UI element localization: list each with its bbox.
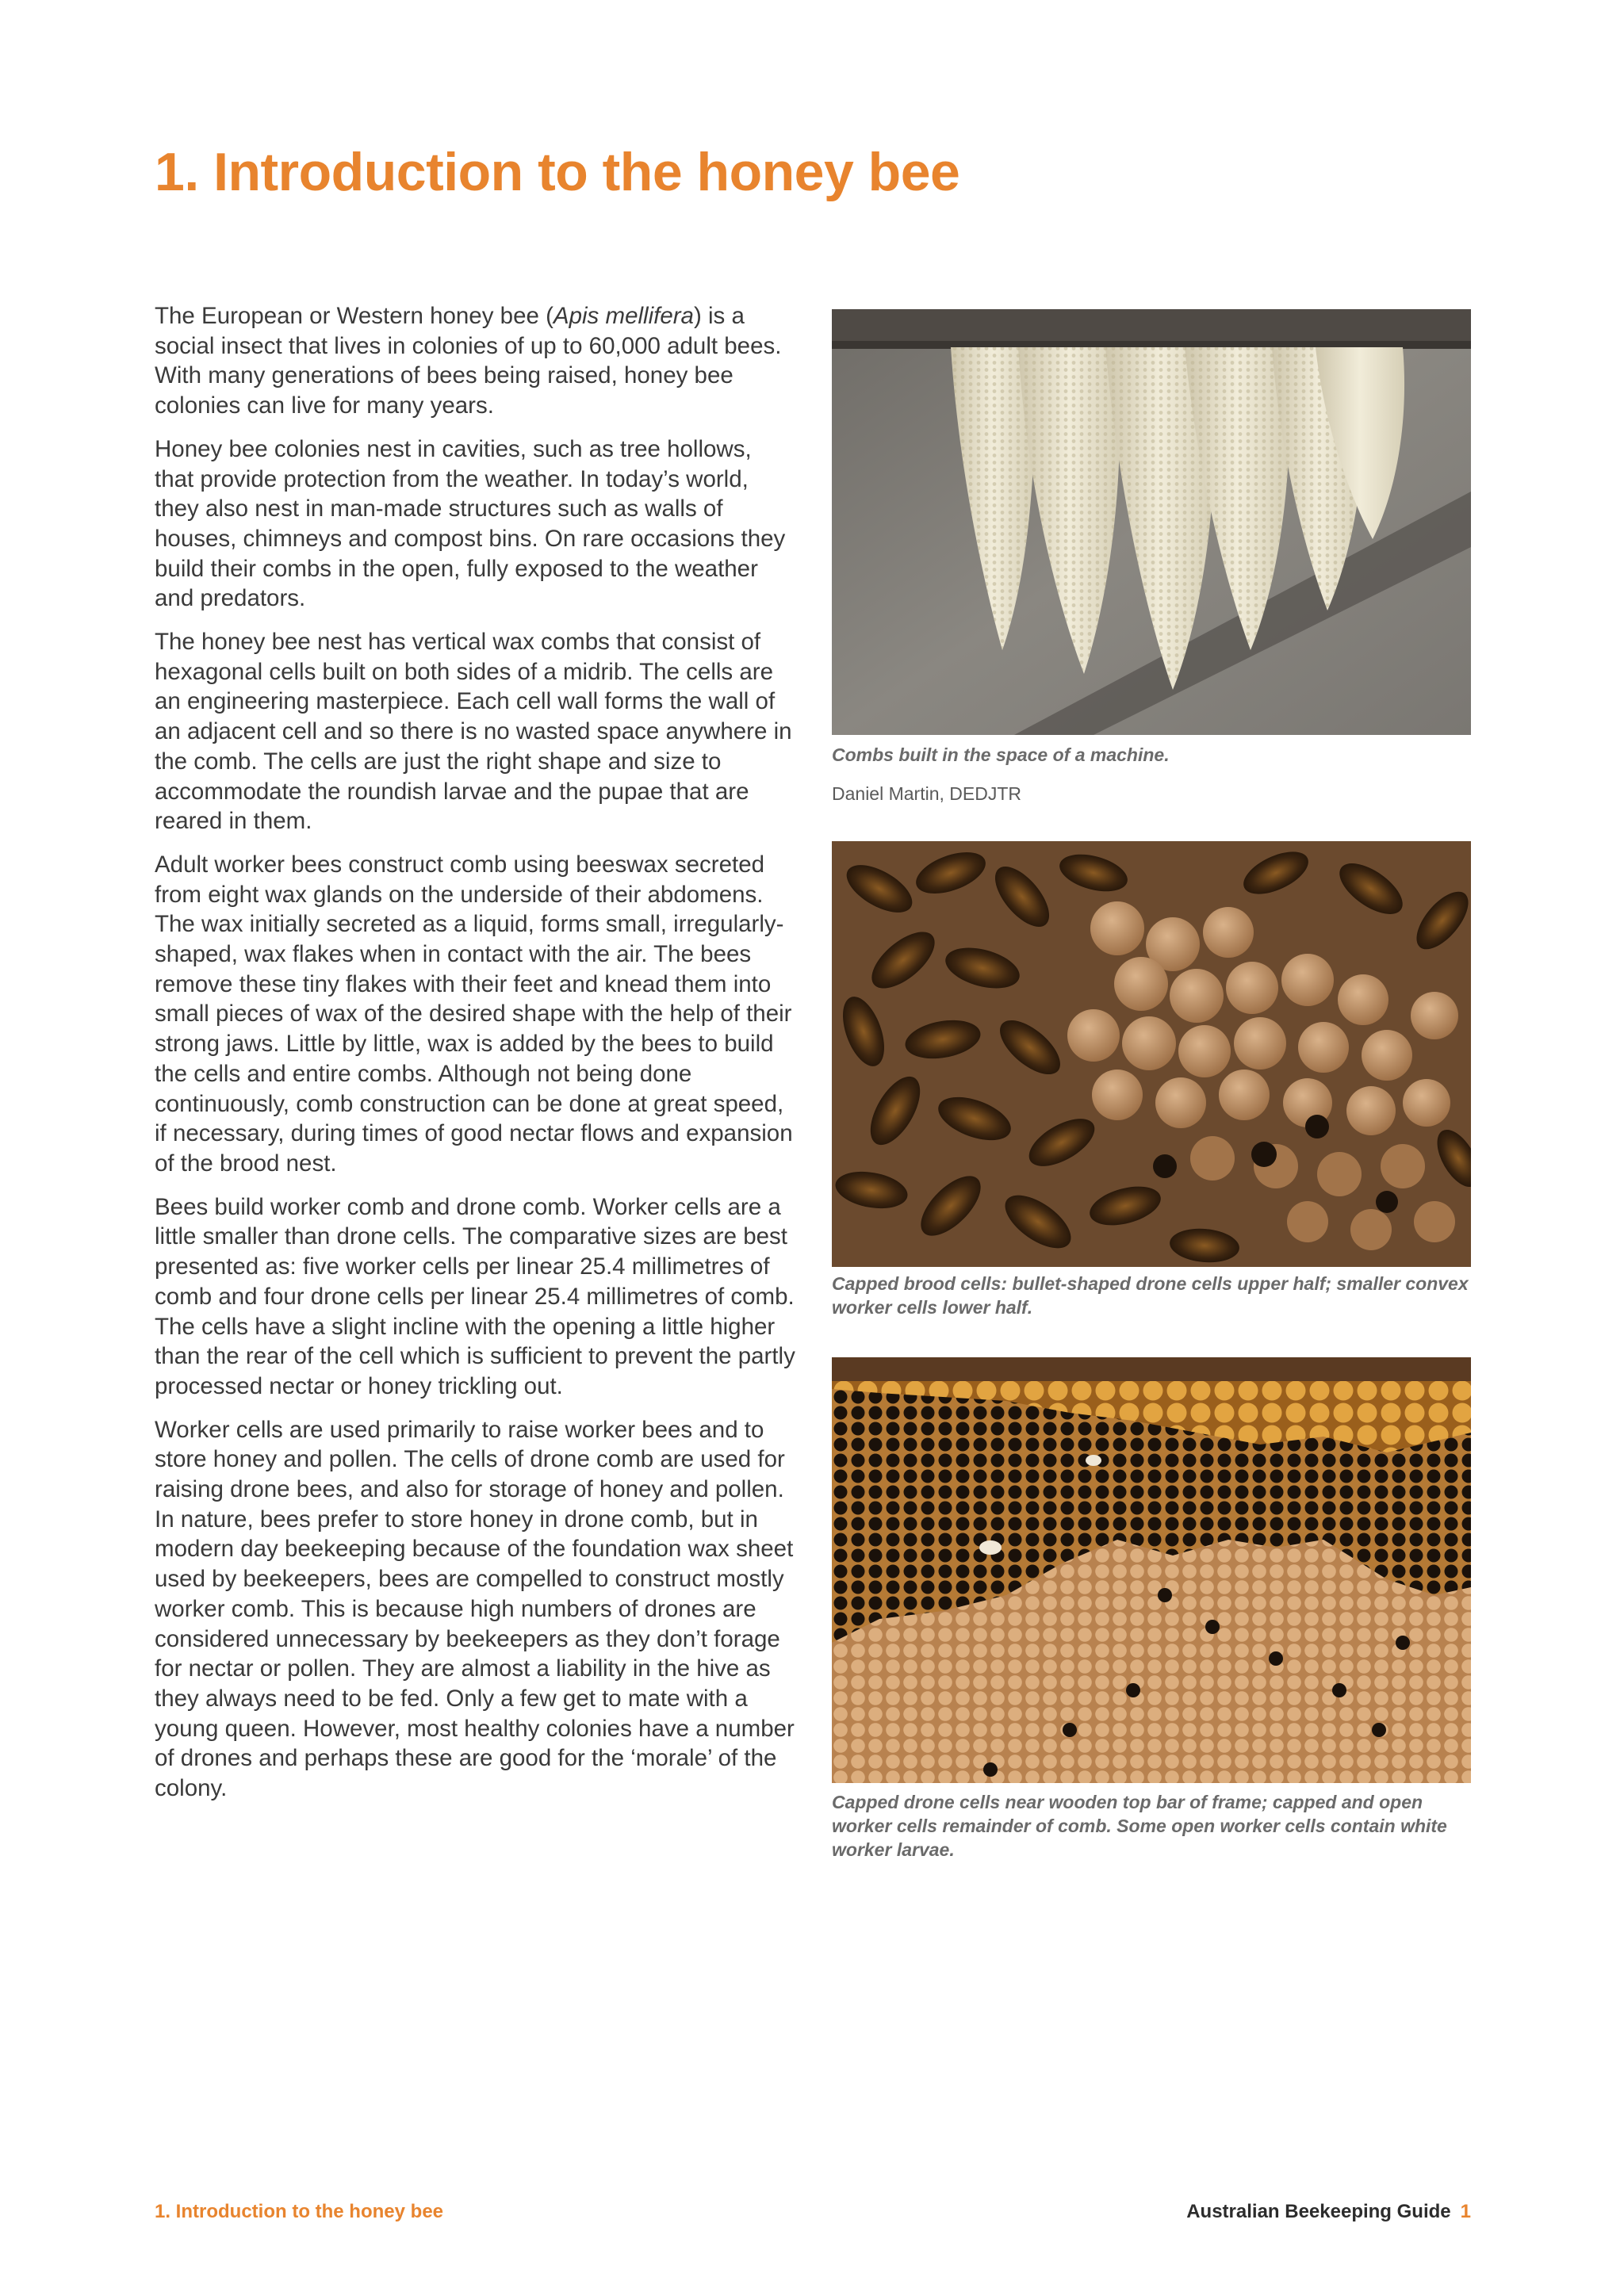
paragraph-6: Worker cells are used primarily to raise worker bees and to store honey and pollen. The cells of drone comb are used for raising drone bees, and also for storage of honey and pollen. In nature, bees prefer to store honey in drone comb, but in modern day beekeeping because of the foundation wax sheet used by beekeepers, bees are compelled to construct mostly worker comb. This is because high numbers of drones are considered unnecessary by beekeepers as they don’t forage for nectar or pollen. They are almost a liability in the hive as they always need to be fed. Only a few get to mate with a young queen. However, most healthy colonies have a number of drones and perhaps these are good for the ‘morale’ of the colony.: [155, 1416, 795, 1802]
paragraph-2: Honey bee colonies nest in cavities, such as tree hollows, that provide protection from the weather. In today’s world, they also nest in man-made structures such as walls of houses, chimneys and compost bins. On rare occasions they build their combs in the open, fully exposed to the weather and predators.: [155, 435, 786, 612]
paragraph-1-rest: ) is a social insect that lives in colonies of up to 60,000 adult bees. With many generations of bees being raised, honey bee colonies can live for many years.: [155, 303, 782, 419]
drone-cells-photo-illustration: [832, 1357, 1471, 1783]
figure-3-caption: Capped drone cells near wooden top bar of frame; capped and open worker cells remainder of comb. Some open worker cells contain white worker larvae.: [832, 1792, 1447, 1860]
capped-brood-photo: [832, 841, 1471, 1267]
footer-book-info: [1186, 2201, 1471, 2223]
paragraph-3: The honey bee nest has vertical wax combs that consist of hexagonal cells built on both sides of a midrib. The cells are an engineering masterpiece. Each cell wall forms the wall of an adjacent cell and so there is no wasted space anywhere in the comb. The cells are just the right shape and size to accommodate the roundish larvae and the pupae that are reared in them.: [155, 629, 792, 835]
paragraph-1-lead: The European or Western honey bee (: [155, 303, 553, 329]
drone-cells-photo: [832, 1357, 1471, 1783]
combs-photo-illustration: [832, 309, 1471, 735]
page-title: 1. Introduction to the honey bee: [155, 142, 960, 202]
figure-2-caption: Capped brood cells: bullet-shaped drone cells upper half; smaller convex worker cells lower half.: [832, 1273, 1469, 1318]
footer-book-title: Australian Beekeeping Guide: [1186, 2201, 1451, 2222]
figure-1-credit: Daniel Martin, DEDJTR: [832, 783, 1021, 804]
paragraph-5: Bees build worker comb and drone comb. Worker cells are a little smaller than drone cells. The comparative sizes are best presented as: five worker cells per linear 25.4 millimetres of comb and four drone cells per linear 25.4 millimetres of comb. The cells have a slight incline with the opening a little higher than the rear of the cell which is sufficient to prevent the partly processed nectar or honey trickling out.: [155, 1193, 795, 1399]
figure-1-caption: Combs built in the space of a machine.: [832, 744, 1170, 765]
species-name: Apis mellifera: [553, 303, 694, 329]
footer-section-title: 1. Introduction to the honey bee: [155, 2201, 444, 2222]
body-text-column: [155, 301, 797, 1817]
capped-brood-photo-illustration: [832, 841, 1471, 1267]
combs-photo: [832, 309, 1471, 735]
paragraph-4: Adult worker bees construct comb using beeswax secreted from eight wax glands on the underside of their abdomens. The wax initially secreted as a liquid, forms small, irregularly-shaped, wax flakes when in contact with the air. The bees remove these tiny flakes with their feet and knead them into small pieces of wax of the desired shape with the help of their strong jaws. Little by little, wax is added by the bees to build the cells and entire combs. Although not being done continuously, comb construction can be done at great speed, if necessary, during times of good nectar flows and expansion of the brood nest.: [155, 851, 793, 1177]
page-number: 1: [1460, 2201, 1471, 2222]
paragraph-1: [155, 301, 797, 421]
